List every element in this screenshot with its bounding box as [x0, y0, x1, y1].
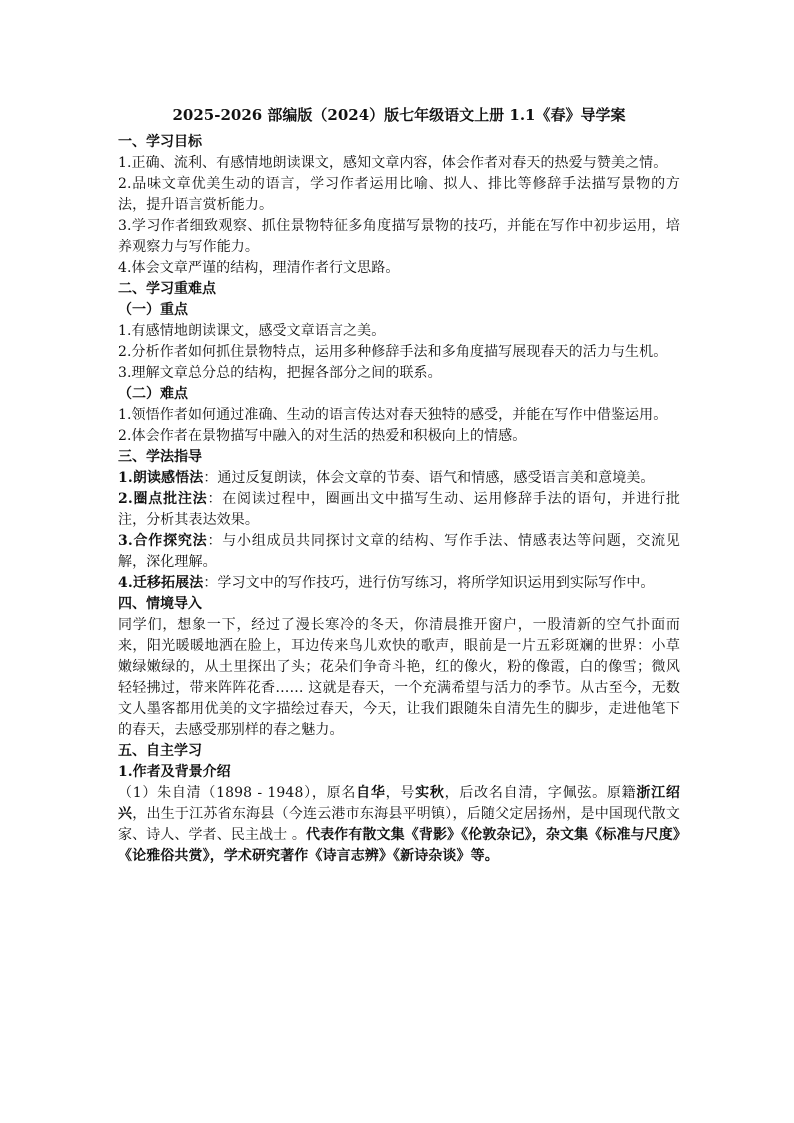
- subheading-author: 1.作者及背景介绍: [118, 764, 231, 780]
- subheading-key: （一）重点: [118, 302, 188, 318]
- bio-text: ，后改名自清，字佩弦。原籍: [444, 785, 637, 801]
- method-item: [118, 531, 680, 573]
- bio-bold: 代表作有散文集《背影》《伦敦杂记》，杂文集《标准与尺度》《论雅俗共赏》，学术研究著作《诗言志辨》《新诗杂谈》等。: [118, 827, 680, 864]
- method-text: ：在阅读过程中，圈画出文中描写生动、运用修辞手法的语句，并进行批注，分析其表达效果。: [118, 491, 680, 528]
- goal-item: 3.学习作者细致观察、抓住景物特征多角度描写景物的技巧，并能在写作中初步运用，培养观察力与写作能力。: [118, 218, 680, 255]
- key-point-item: 1.有感情地朗读课文，感受文章语言之美。: [118, 323, 386, 339]
- method-label: 4.迁移拓展法: [118, 575, 204, 591]
- intro-paragraph: 同学们，想象一下，经过了漫长寒冷的冬天，你清晨推开窗户，一股清新的空气扑面而来，阳光暖暖地洒在脸上，耳边传来鸟儿欢快的歌声，眼前是一片五彩斑斓的世界：小草嫩绿嫩绿的，从土里探出了头；花朵们争奇斗艳，红的像火，粉的像霞，白的像雪；微风轻轻拂过，带来阵阵花香…… 这就是春天，一个充满希望与活力的季节。从古至今，无数文人墨客都用优美的文字描绘过春天，今天，让我们跟随朱自清先生的脚步，走进他笔下的春天，去感受那别样的春之魅力。: [118, 617, 680, 738]
- method-item: [118, 489, 680, 531]
- method-text: ：学习文中的写作技巧，进行仿写练习，将所学知识运用到实际写作中。: [203, 575, 655, 591]
- author-bio-paragraph: [118, 783, 680, 867]
- goal-item: 4.体会文章严谨的结构，理清作者行文思路。: [118, 260, 400, 276]
- bio-bold: 自华: [356, 785, 386, 801]
- section-heading-intro: 四、情境导入: [118, 596, 202, 612]
- method-label: 2.圈点批注法: [118, 491, 208, 507]
- goal-item: 2.品味文章优美生动的语言，学习作者运用比喻、拟人、排比等修辞手法描写景物的方法，提升语言赏析能力。: [118, 176, 680, 213]
- method-item: [118, 573, 680, 594]
- key-point-item: 2.分析作者如何抓住景物特点，运用多种修辞手法和多角度描写展现春天的活力与生机。: [118, 344, 668, 360]
- bio-bold: 实秋: [415, 785, 445, 801]
- bio-text: （1）朱自清（1898 - 1948），原名: [118, 785, 357, 801]
- document-title: 2025-2026 部编版（2024）版七年级语文上册 1.1《春》导学案: [172, 106, 626, 124]
- difficult-point-item: 1.领悟作者如何通过准确、生动的语言传达对春天独特的感受，并能在写作中借鉴运用。: [118, 407, 668, 423]
- method-label: 1.朗读感悟法: [118, 470, 204, 486]
- section-heading-methods: 三、学法指导: [118, 449, 202, 465]
- subheading-difficult: （二）难点: [118, 386, 188, 402]
- section-heading-self-study: 五、自主学习: [118, 743, 202, 759]
- bio-bold: 浙江绍兴: [118, 785, 681, 822]
- section-heading-key-points: 二、学习重难点: [118, 281, 216, 297]
- method-label: 3.合作探究法: [118, 533, 208, 549]
- bio-text: ，号: [385, 785, 416, 801]
- method-text: ：通过反复朗读，体会文章的节奏、语气和情感，感受语言美和意境美。: [203, 470, 655, 486]
- difficult-point-item: 2.体会作者在景物描写中融入的对生活的热爱和积极向上的情感。: [118, 428, 527, 444]
- section-heading-goals: 一、学习目标: [118, 134, 202, 150]
- method-text: ：与小组成员共同探讨文章的结构、写作手法、情感表达等问题，交流见解，深化理解。: [118, 533, 680, 570]
- key-point-item: 3.理解文章总分总的结构，把握各部分之间的联系。: [118, 365, 442, 381]
- method-item: [118, 468, 680, 489]
- bio-text: ，出生于江苏省东海县（今连云港市东海县平明镇），后随父定居扬州，是中国现代散文家、诗人、学者、民主战士 。: [118, 806, 680, 843]
- document-page: [118, 104, 680, 867]
- goal-item: 1.正确、流利、有感情地朗读课文，感知文章内容，体会作者对春天的热爱与赞美之情。: [118, 155, 668, 171]
